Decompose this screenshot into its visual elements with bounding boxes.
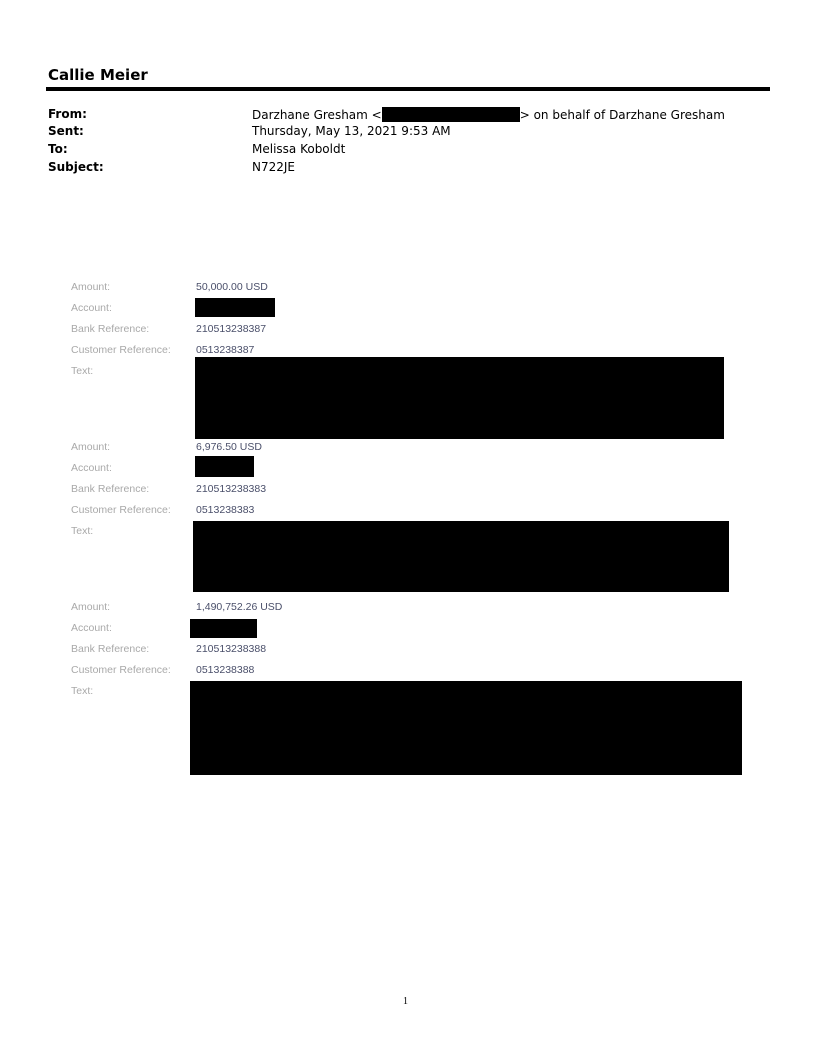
from-label: From: bbox=[48, 107, 87, 121]
bank-reference-label: Bank Reference: bbox=[71, 643, 150, 655]
from-suffix: > on behalf of Darzhane Gresham bbox=[519, 108, 725, 122]
customer-reference-label: Customer Reference: bbox=[71, 664, 171, 676]
subject-label: Subject: bbox=[48, 160, 104, 174]
from-value bbox=[252, 107, 725, 122]
text-label: Text: bbox=[71, 685, 94, 697]
subject-value: N722JE bbox=[252, 160, 296, 174]
text-label: Text: bbox=[71, 525, 94, 537]
customer-reference-value: 0513238387 bbox=[196, 344, 255, 356]
account-label: Account: bbox=[71, 622, 112, 634]
customer-reference-value: 0513238383 bbox=[196, 504, 255, 516]
amount-value: 1,490,752.26 USD bbox=[196, 601, 283, 613]
to-value: Melissa Koboldt bbox=[252, 142, 346, 156]
text-label: Text: bbox=[71, 365, 94, 377]
owner-name: Callie Meier bbox=[48, 66, 148, 84]
text-redaction bbox=[190, 681, 742, 775]
bank-reference-label: Bank Reference: bbox=[71, 323, 150, 335]
text-redaction bbox=[195, 357, 724, 439]
account-redaction bbox=[190, 619, 257, 638]
from-name: Darzhane Gresham < bbox=[252, 108, 382, 122]
customer-reference-value: 0513238388 bbox=[196, 664, 255, 676]
bank-reference-label: Bank Reference: bbox=[71, 483, 150, 495]
sent-value: Thursday, May 13, 2021 9:53 AM bbox=[252, 124, 451, 138]
text-redaction bbox=[193, 521, 729, 592]
email-redaction bbox=[382, 107, 520, 122]
amount-value: 6,976.50 USD bbox=[196, 441, 262, 453]
to-label: To: bbox=[48, 142, 68, 156]
customer-reference-label: Customer Reference: bbox=[71, 504, 171, 516]
customer-reference-label: Customer Reference: bbox=[71, 344, 171, 356]
account-label: Account: bbox=[71, 462, 112, 474]
amount-value: 50,000.00 USD bbox=[196, 281, 268, 293]
bank-reference-value: 210513238383 bbox=[196, 483, 267, 495]
account-redaction bbox=[195, 456, 254, 477]
bank-reference-value: 210513238387 bbox=[196, 323, 267, 335]
amount-label: Amount: bbox=[71, 601, 111, 613]
bank-reference-value: 210513238388 bbox=[196, 643, 267, 655]
account-label: Account: bbox=[71, 302, 112, 314]
account-redaction bbox=[195, 298, 275, 317]
page-number: 1 bbox=[403, 996, 408, 1007]
amount-label: Amount: bbox=[71, 441, 111, 453]
owner-rule bbox=[46, 87, 770, 91]
amount-label: Amount: bbox=[71, 281, 111, 293]
sent-label: Sent: bbox=[48, 124, 84, 138]
